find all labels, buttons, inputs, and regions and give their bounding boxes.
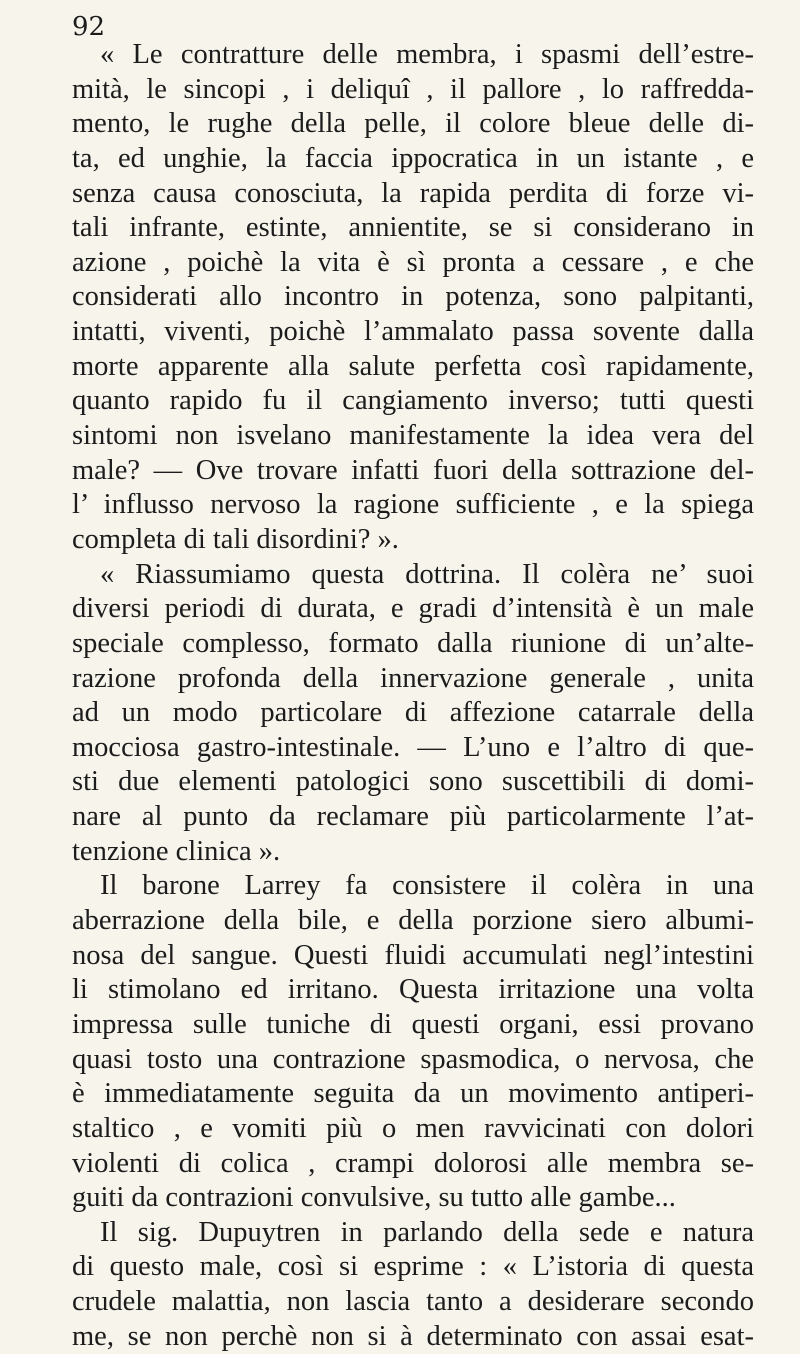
- page-number: 92: [72, 12, 106, 42]
- text-line: morte apparente alla salute perfetta così rapidamente,: [72, 350, 754, 382]
- text-line: li stimolano ed irritano. Questa irritazione una volta: [72, 974, 754, 1006]
- text-line: Il barone Larrey fa consistere il colèra in una: [100, 870, 754, 902]
- text-line: sintomi non isvelano manifestamente la idea vera del: [72, 420, 754, 452]
- text-line: mocciosa gastro-intestinale. — L’uno e l’altro di que-: [72, 731, 754, 763]
- text-line: speciale complesso, formato dalla riunione di un’alte-: [72, 627, 754, 659]
- text-line: razione profonda della innervazione generale , unita: [72, 662, 754, 694]
- text-line: « Le contratture delle membra, i spasmi dell’estre-: [100, 39, 754, 70]
- text-line: violenti di colica , crampi dolorosi alle membra se-: [72, 1147, 754, 1179]
- text-line: mità, le sincopi , i deliquî , il pallore , lo raffredda-: [72, 73, 754, 105]
- text-line: tenzione clinica ».: [72, 835, 281, 867]
- text-line: sti due elementi patologici sono suscettibili di domi-: [72, 766, 754, 798]
- text-line: tali infrante, estinte, annientite, se si considerano in: [72, 212, 754, 244]
- text-line: intatti, viventi, poichè l’ammalato passa sovente dalla: [72, 316, 754, 348]
- text-line: quanto rapido fu il cangiamento inverso; tutti questi: [72, 385, 754, 417]
- text-line: considerati allo incontro in potenza, sono palpitanti,: [72, 281, 754, 313]
- text-line: senza causa conosciuta, la rapida perdita di forze vi-: [72, 177, 754, 209]
- text-line: Il sig. Dupuytren in parlando della sede e natura: [100, 1216, 754, 1248]
- text-line: nosa del sangue. Questi fluidi accumulati negl’intestini: [72, 939, 754, 971]
- text-line: « Riassumiamo questa dottrina. Il colèra ne’ suoi: [100, 558, 754, 590]
- text-line: staltico , e vomiti più o men ravvicinati con dolori: [72, 1112, 754, 1144]
- text-line: male? — Ove trovare infatti fuori della sottrazione del-: [72, 454, 754, 486]
- text-line: guiti da contrazioni convulsive, su tutto alle gambe...: [72, 1182, 676, 1214]
- text-line: aberrazione della bile, e della porzione siero albumi-: [72, 905, 754, 937]
- text-line: mento, le rughe della pelle, il colore bleue delle di-: [72, 108, 754, 140]
- text-line: diversi periodi di durata, e gradi d’intensità è un male: [72, 593, 754, 625]
- text-line: ta, ed unghie, la faccia ippocratica in un istante , e: [72, 142, 754, 174]
- text-line: completa di tali disordini? ».: [72, 523, 399, 555]
- text-line: crudele malattia, non lascia tanto a desiderare secondo: [72, 1286, 754, 1318]
- text-line: impressa sulle tuniche di questi organi, essi provano: [72, 1008, 754, 1040]
- text-line: quasi tosto una contrazione spasmodica, o nervosa, che: [72, 1043, 754, 1075]
- text-line: me, se non perchè non si à determinato con assai esat-: [72, 1320, 754, 1352]
- body-text: [72, 38, 754, 1354]
- text-line: ad un modo particolare di affezione catarrale della: [72, 697, 754, 729]
- text-line: l’ influsso nervoso la ragione sufficiente , e la spiega: [72, 489, 754, 521]
- text-line: è immediatamente seguita da un movimento antiperi-: [72, 1078, 754, 1110]
- text-line: azione , poichè la vita è sì pronta a cessare , e che: [72, 246, 754, 278]
- text-line: nare al punto da reclamare più particolarmente l’at-: [72, 801, 754, 833]
- text-line: di questo male, così si esprime : « L’istoria di questa: [72, 1251, 754, 1283]
